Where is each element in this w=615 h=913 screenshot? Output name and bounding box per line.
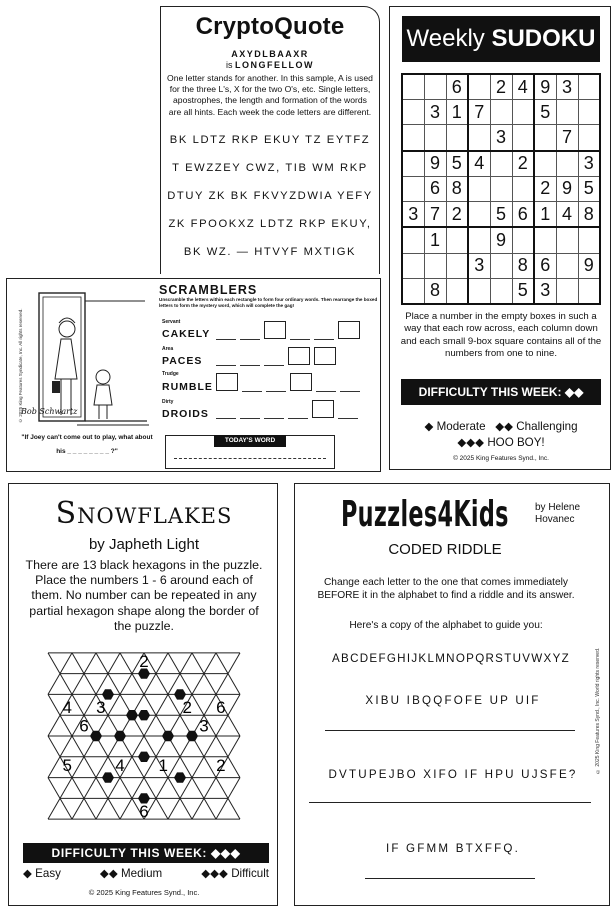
caption-line-2: his _ _ _ _ _ _ _ _ ?" (56, 448, 118, 455)
sudoku-copyright: © 2025 King Features Synd., Inc. (453, 455, 549, 462)
sudoku-cell[interactable]: 8 (446, 176, 468, 201)
sudoku-cell[interactable] (446, 278, 468, 304)
sudoku-cell[interactable]: 5 (446, 151, 468, 177)
boxed-letter-slot[interactable] (216, 373, 238, 391)
sudoku-cell[interactable]: 6 (512, 202, 534, 228)
cryptoquote-sample-code: AXYDLBAAXR (231, 49, 309, 59)
sudoku-cell[interactable]: 9 (556, 176, 578, 201)
black-hexagon (90, 731, 102, 741)
sudoku-levels-row1 (396, 419, 606, 433)
snowflakes-difficulty: DIFFICULTY THIS WEEK: ◆◆◆ (23, 843, 269, 863)
level-easy: ◆ Easy (23, 867, 61, 880)
sudoku-cell[interactable]: 3 (468, 253, 490, 278)
snowflakes-byline: by Japheth Light (88, 536, 200, 553)
sudoku-cell[interactable] (490, 176, 512, 201)
black-hexagon (114, 731, 126, 741)
sudoku-cell[interactable]: 5 (534, 100, 556, 125)
letter-slot[interactable] (316, 373, 336, 392)
todays-word-label: TODAY'S WORD (214, 435, 286, 447)
cryptoquote-line: BK WZ. — HTVYF MXTIGK (183, 245, 357, 258)
cryptoquote-panel (160, 6, 380, 274)
cartoon-signature: Bob Schwartz (21, 407, 78, 416)
sudoku-row (402, 253, 600, 278)
sudoku-cell[interactable] (446, 253, 468, 278)
snowflake-clue-number: 6 (79, 716, 89, 736)
sudoku-cell[interactable] (468, 176, 490, 201)
boxed-letter-slot[interactable] (338, 321, 360, 339)
snowflakes-title: Snowflakes (55, 496, 233, 531)
sudoku-cell[interactable] (578, 74, 600, 100)
snowflake-clue-number: 4 (115, 756, 125, 776)
sudoku-cell[interactable] (534, 151, 556, 177)
sudoku-cell[interactable] (468, 227, 490, 253)
sudoku-cell[interactable] (468, 74, 490, 100)
alphabet: ABCDEFGHIJKLMNOPQRSTUVWXYZ (332, 652, 570, 665)
sudoku-row (402, 227, 600, 253)
snowflake-clue-number: 2 (139, 652, 149, 672)
black-hexagon (186, 731, 198, 741)
sudoku-title (402, 16, 600, 62)
boxed-letter-slot[interactable] (290, 373, 312, 391)
answer-slots (216, 400, 358, 419)
sudoku-row (402, 151, 600, 177)
sudoku-instructions: Place a number in the empty boxes in such a way that each row across, each column down and each small 9-box square contains all of the numbers from one to nine. (400, 311, 602, 360)
sudoku-cell[interactable] (424, 74, 446, 100)
answer-slots (216, 347, 336, 366)
sudoku-cell[interactable]: 6 (534, 253, 556, 278)
sudoku-cell[interactable] (446, 125, 468, 151)
coded-line: IF GFMM BTXFFQ. (385, 842, 521, 855)
scramblers-caption (13, 431, 161, 459)
scramble-word: DROIDS (162, 408, 209, 420)
cryptoquote-line: ZK FPOOKXZ LDTZ RKP EKUY, (168, 217, 372, 230)
sudoku-cell[interactable]: 9 (424, 151, 446, 177)
sudoku-cell[interactable] (556, 100, 578, 125)
black-hexagon (138, 752, 150, 762)
sudoku-cell[interactable]: 2 (490, 74, 512, 100)
sudoku-cell[interactable] (424, 253, 446, 278)
sudoku-row (402, 278, 600, 304)
level-moderate: ◆ Moderate (424, 420, 486, 433)
scramblers-instructions: Unscramble the letters within each rectangle to form four ordinary words. Then rearrange the boxed letters to form the mystery word, which will complete the gag! (159, 297, 378, 308)
scramble-word: RUMBLE (162, 381, 213, 393)
sudoku-cell[interactable] (490, 253, 512, 278)
sudoku-cell[interactable]: 5 (490, 202, 512, 228)
scramble-clue: Trudge (162, 371, 179, 377)
level-medium: ◆◆ Medium (99, 867, 163, 880)
sudoku-cell[interactable]: 7 (424, 202, 446, 228)
snowflake-clue-number: 6 (139, 801, 149, 821)
sudoku-row (402, 176, 600, 201)
level-challenging: ◆◆ Challenging (495, 420, 578, 433)
letter-slot[interactable] (338, 400, 358, 419)
snowflakes-instructions: There are 13 black hexagons in the puzzle. Place the numbers 1 - 6 around each of them. No number can be repeated in any partial hexagon shape along the border of the puzzle. (25, 558, 263, 633)
black-hexagon (138, 710, 150, 720)
answer-slots (216, 373, 360, 392)
letter-slot[interactable] (288, 400, 308, 419)
snowflake-grid (9, 632, 279, 840)
sudoku-cell[interactable]: 7 (468, 100, 490, 125)
sudoku-cell[interactable] (402, 176, 424, 201)
sudoku-cell[interactable]: 6 (424, 176, 446, 201)
sudoku-cell[interactable]: 2 (446, 202, 468, 228)
sudoku-cell[interactable]: 3 (490, 125, 512, 151)
scramblers-title: SCRAMBLERS (159, 283, 258, 297)
boxed-letter-slot[interactable] (264, 321, 286, 339)
sudoku-cell[interactable]: 3 (534, 278, 556, 304)
sudoku-cell[interactable] (578, 100, 600, 125)
sudoku-cell[interactable] (402, 100, 424, 125)
answer-slots (216, 321, 360, 340)
sudoku-cell[interactable] (490, 278, 512, 304)
sudoku-difficulty: DIFFICULTY THIS WEEK: ◆◆ (401, 379, 601, 405)
sudoku-panel (389, 6, 611, 470)
sudoku-cell[interactable] (578, 278, 600, 304)
letter-slot[interactable] (290, 321, 310, 340)
sudoku-cell[interactable]: 7 (556, 125, 578, 151)
scramblers-panel (6, 278, 381, 472)
level-hoo-boy: ◆◆◆ HOO BOY! (457, 436, 545, 449)
sudoku-cell[interactable] (468, 202, 490, 228)
sudoku-cell[interactable]: 1 (424, 227, 446, 253)
level-difficult: ◆◆◆ Difficult (201, 867, 269, 880)
puzzles4kids-subtitle: CODED RIDDLE (388, 541, 502, 558)
sudoku-cell[interactable] (402, 151, 424, 177)
cryptoquote-answer: LONGFELLOW (235, 60, 314, 70)
cryptoquote-line: BK LDTZ RKP EKUY TZ EYTFZ (169, 133, 371, 146)
puzzles4kids-instructions: Change each letter to the one that comes immediately BEFORE it in the alphabet to find a riddle and its answer. (317, 577, 575, 601)
sudoku-cell[interactable]: 1 (446, 100, 468, 125)
scramble-clue: Servant (162, 319, 181, 325)
sudoku-cell[interactable]: 4 (512, 74, 534, 100)
snowflake-clue-number: 4 (62, 697, 72, 717)
cryptoquote-line: T EWZZEY CWZ, TIB WM RKP (172, 161, 368, 174)
scramble-clue: Dirty (162, 399, 174, 405)
sudoku-cell[interactable] (468, 278, 490, 304)
cryptoquote-is: is (225, 60, 233, 70)
coded-line: DVTUPEJBO XIFO IF HPU UJSFE? (328, 768, 578, 781)
snowflakes-panel (8, 483, 278, 906)
sudoku-cell[interactable] (534, 227, 556, 253)
snowflake-clue-number: 5 (62, 756, 72, 776)
sudoku-cell[interactable] (512, 125, 534, 151)
snowflakes-copyright: © 2025 King Features Synd., Inc. (88, 888, 200, 897)
sudoku-cell[interactable] (512, 176, 534, 201)
sudoku-row (402, 74, 600, 100)
letter-slot[interactable] (216, 400, 236, 419)
puzzles4kids-byline (535, 502, 580, 526)
letter-slot[interactable] (216, 321, 236, 340)
puzzles4kids-panel (294, 483, 610, 906)
sudoku-cell[interactable] (556, 278, 578, 304)
black-hexagon (174, 772, 186, 782)
letter-slot[interactable] (240, 347, 260, 366)
todays-word-box[interactable] (165, 435, 335, 469)
snowflake-clue-number: 6 (216, 697, 226, 717)
sudoku-cell[interactable]: 4 (468, 151, 490, 177)
scramble-clue: Area (162, 346, 174, 352)
sudoku-cell[interactable]: 8 (578, 202, 600, 228)
letter-slot[interactable] (240, 321, 260, 340)
letter-slot[interactable] (216, 347, 236, 366)
cartoon-credit: © 2025 King Features Syndicate, Inc. All rights reserved. (18, 308, 23, 423)
sudoku-cell[interactable] (556, 253, 578, 278)
sudoku-cell[interactable] (446, 227, 468, 253)
letter-slot[interactable] (264, 400, 284, 419)
sudoku-cell[interactable] (402, 278, 424, 304)
sudoku-cell[interactable]: 3 (556, 74, 578, 100)
sudoku-cell[interactable]: 6 (446, 74, 468, 100)
sudoku-cell[interactable] (402, 227, 424, 253)
cryptoquote-title: CryptoQuote (195, 13, 345, 40)
sudoku-cell[interactable] (490, 151, 512, 177)
cryptoquote-line: DTUY ZK BK FKVYZDWIA YEFY (167, 189, 373, 202)
sudoku-row (402, 125, 600, 151)
letter-slot[interactable] (266, 373, 286, 392)
answer-line[interactable] (309, 802, 591, 803)
sudoku-cell[interactable] (468, 125, 490, 151)
snowflake-clue-number: 2 (216, 756, 226, 776)
scramble-word: CAKELY (162, 328, 211, 340)
sudoku-cell[interactable]: 9 (578, 253, 600, 278)
sudoku-cell[interactable] (512, 227, 534, 253)
byline-line-2: Hovanec (535, 514, 575, 525)
sudoku-row (402, 100, 600, 125)
sudoku-cell[interactable]: 3 (424, 100, 446, 125)
sudoku-title-light: Weekly (406, 25, 492, 52)
cryptoquote-instructions: One letter stands for another. In this sample, A is used for the three L's, X for the two O's, etc. Single letters, apostrophes, the length and formation of the words are all hints. Each week the code letters are different. (167, 73, 373, 117)
black-hexagon (162, 731, 174, 741)
coded-line: XIBU IBQQFOFE UP UIF (365, 694, 541, 707)
letter-slot[interactable] (242, 373, 262, 392)
sudoku-cell[interactable] (402, 253, 424, 278)
black-hexagon (126, 710, 138, 720)
sudoku-cell[interactable]: 2 (534, 176, 556, 201)
sudoku-cell[interactable]: 5 (578, 176, 600, 201)
boxed-letter-slot[interactable] (288, 347, 310, 365)
answer-line[interactable] (325, 730, 575, 731)
sudoku-title-bold: SUDOKU (491, 25, 596, 52)
sudoku-cell[interactable] (534, 125, 556, 151)
scramble-word: PACES (162, 355, 203, 367)
snowflake-clue-number: 1 (158, 756, 168, 776)
black-hexagon (102, 772, 114, 782)
sudoku-grid (401, 73, 601, 305)
snowflake-clue-number: 2 (182, 697, 192, 717)
sudoku-cell[interactable]: 3 (578, 151, 600, 177)
letter-slot[interactable] (264, 347, 284, 366)
sudoku-cell[interactable] (578, 125, 600, 151)
sudoku-cell[interactable] (490, 100, 512, 125)
byline-line-1: by Helene (535, 502, 581, 513)
sudoku-cell[interactable]: 8 (424, 278, 446, 304)
sudoku-cell[interactable] (512, 100, 534, 125)
sudoku-cell[interactable]: 9 (534, 74, 556, 100)
sudoku-cell[interactable]: 1 (534, 202, 556, 228)
alphabet-guide-label: Here's a copy of the alphabet to guide you: (349, 620, 543, 631)
sudoku-cell[interactable]: 4 (556, 202, 578, 228)
sudoku-cell[interactable]: 5 (512, 278, 534, 304)
snowflake-clue-number: 3 (96, 697, 106, 717)
sudoku-cell[interactable] (556, 151, 578, 177)
boxed-letter-slot[interactable] (312, 400, 334, 418)
letter-slot[interactable] (314, 321, 334, 340)
sudoku-row (402, 202, 600, 228)
letter-slot[interactable] (240, 400, 260, 419)
todays-word-blanks (174, 458, 326, 459)
snowflake-clue-number: 3 (199, 716, 209, 736)
sudoku-cell[interactable] (402, 125, 424, 151)
answer-line[interactable] (365, 878, 535, 879)
puzzles4kids-copyright: © 2025 King Features Synd., Inc. World rights reserved. (595, 647, 601, 774)
sudoku-cell[interactable]: 8 (512, 253, 534, 278)
sudoku-cell[interactable]: 2 (512, 151, 534, 177)
sudoku-cell[interactable]: 9 (490, 227, 512, 253)
cryptoquote-sample-answer (161, 60, 379, 70)
puzzles4kids-title: Puzzles4Kids (341, 494, 509, 535)
caption-line-1: "If Joey can't come out to play, what about (21, 434, 153, 441)
sudoku-cell[interactable] (402, 74, 424, 100)
sudoku-cell[interactable] (578, 227, 600, 253)
boxed-letter-slot[interactable] (314, 347, 336, 365)
letter-slot[interactable] (340, 373, 360, 392)
sudoku-cell[interactable] (424, 125, 446, 151)
sudoku-cell[interactable] (556, 227, 578, 253)
sudoku-cell[interactable]: 3 (402, 202, 424, 228)
snowflakes-levels (23, 866, 269, 880)
